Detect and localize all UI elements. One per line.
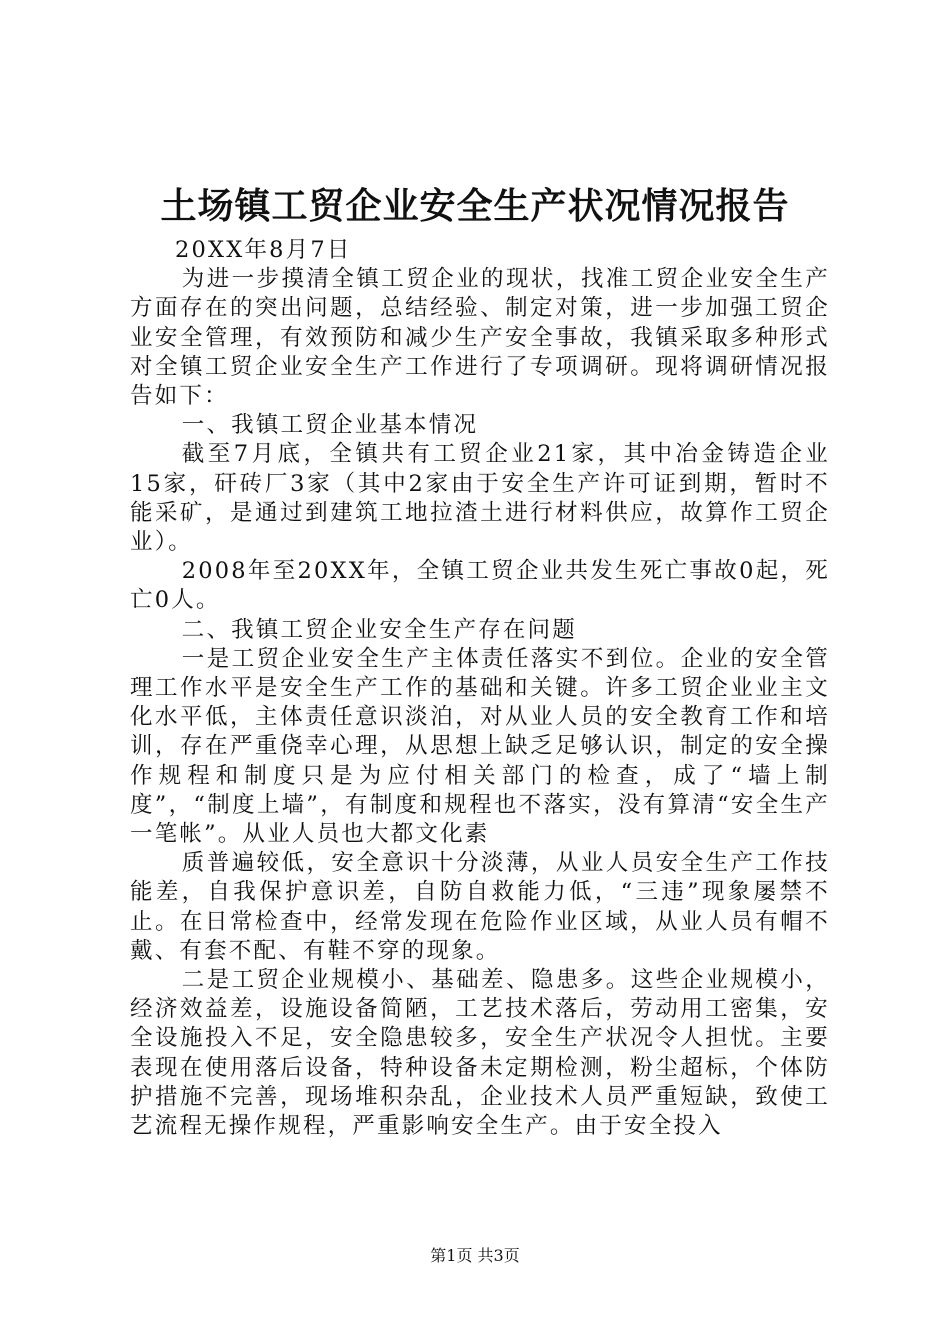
section-heading-1: 一、我镇工贸企业基本情况 [181,412,479,439]
page-footer: 第1页 共3页 [430,1246,520,1265]
document-date: 20XX年8月7日 [175,237,352,263]
document-body [130,236,830,1141]
paragraph-problem-2: 二是工贸企业规模小、基础差、隐患多。这些企业规模小，经济效益差，设施设备简陋，工艺技术落后，劳动用工密集，安全设施投入不足，安全隐患较多，安全生产状况令人担忧。主要表现在使用落后设备，特种设备未定期检测，粉尘超标，个体防护措施不完善，现场堆积杂乱，企业技术人员严重短缺，致使工艺流程无操作规程，严重影响安全生产。由于安全投入 [130,967,830,1140]
paragraph-intro: 为进一步摸清全镇工贸企业的现状，找准工贸企业安全生产方面存在的突出问题，总结经验、制定对策，进一步加强工贸企业安全管理，有效预防和减少生产安全事故，我镇采取多种形式对全镇工贸企业安全生产工作进行了专项调研。现将调研情况报告如下： [130,266,830,410]
section-heading-2: 二、我镇工贸企业安全生产存在问题 [181,616,577,643]
paragraph-accident-stats: 2008年至20XX年，全镇工贸企业共发生死亡事故0起，死亡0人。 [130,558,830,614]
paragraph-problem-1-continued: 质普遍较低，安全意识十分淡薄，从业人员安全生产工作技能差，自我保护意识差，自防自救能力低，“三违”现象屡禁不止。在日常检查中，经常发现在危险作业区域，从业人员有帽不戴、有套不配、有鞋不穿的现象。 [130,850,830,964]
paragraph-problem-1: 一是工贸企业安全生产主体责任落实不到位。企业的安全管理工作水平是安全生产工作的基础和关键。许多工贸企业业主文化水平低，主体责任意识淡泊，对从业人员的安全教育工作和培训，存在严重侥幸心理，从思想上缺乏足够认识，制定的安全操作规程和制度只是为应付相关部门的检查，成了“墙上制度”，“制度上墙”，有制度和规程也不落实，没有算清“安全生产一笔帐”。从业人员也大都文化素 [130,645,830,848]
paragraph-enterprise-count: 截至7月底，全镇共有工贸企业21家，其中冶金铸造企业15家，矸砖厂3家（其中2家由于安全生产许可证到期，暂时不能采矿，是通过到建筑工地拉渣土进行材料供应，故算作工贸企业）。 [130,441,830,556]
document-title: 土场镇工贸企业安全生产状况情况报告 [160,185,790,227]
